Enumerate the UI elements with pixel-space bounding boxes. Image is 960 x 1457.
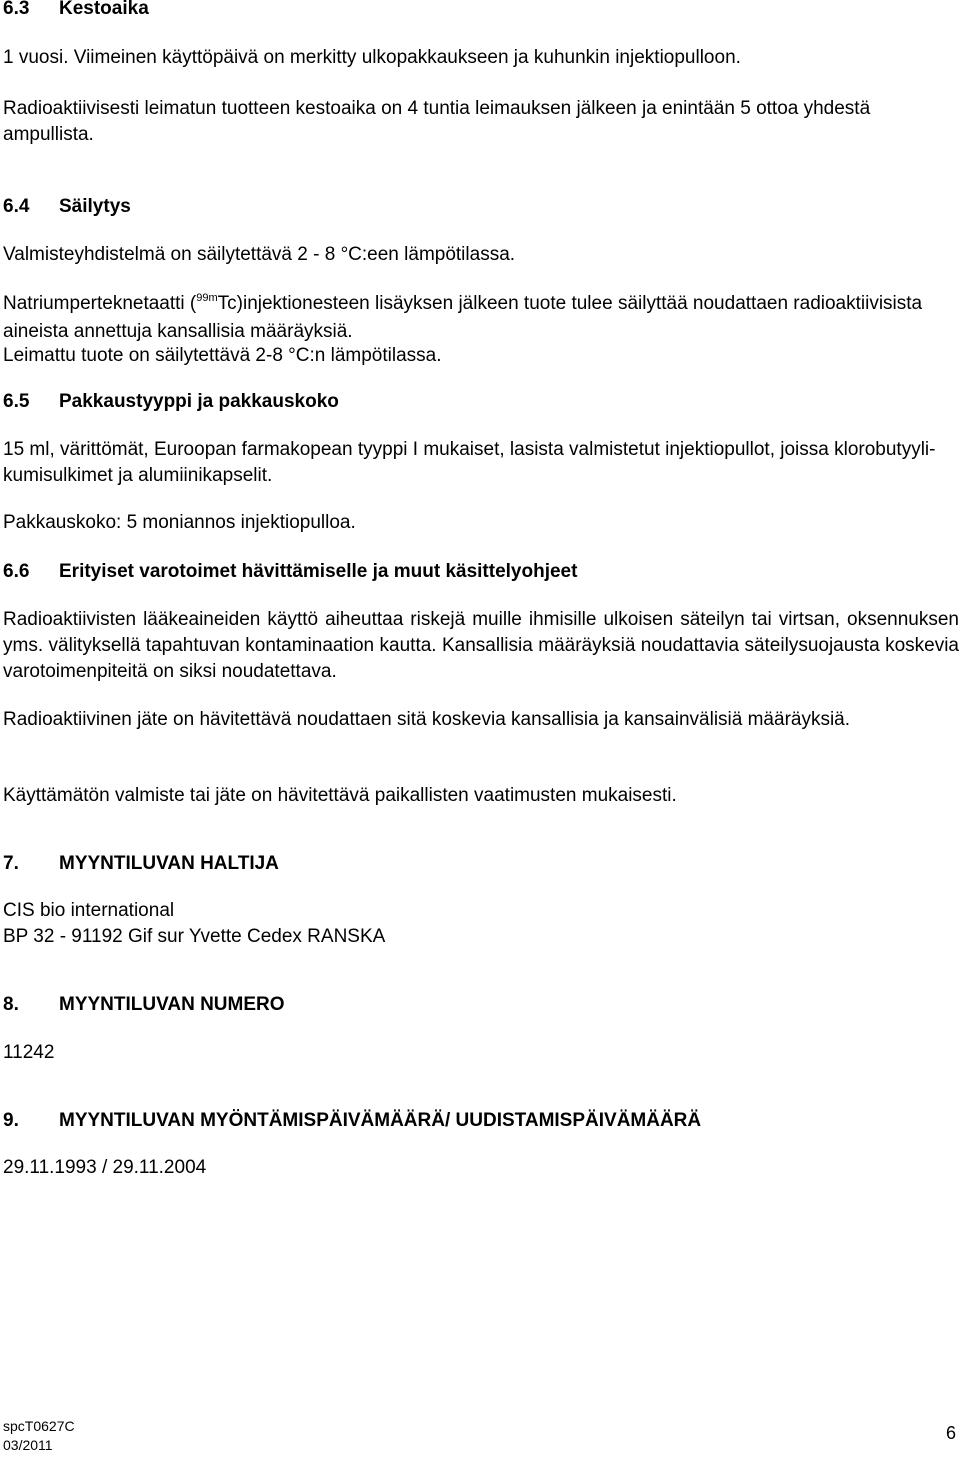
section-6-3-paragraph-2: Radioaktiivisesti leimatun tuotteen kestoaika on 4 tuntia leimauksen jälkeen ja enintään 5 ottoa yhdestä ampullista. <box>3 98 871 145</box>
section-number: 6.5 <box>3 391 30 412</box>
text-run: Natriumperteknetaatti ( <box>3 293 197 314</box>
section-title: Pakkaustyyppi ja pakkauskoko <box>59 391 339 412</box>
section-7-heading <box>3 851 959 877</box>
authorisation-number: 11242 <box>3 1042 55 1063</box>
section-6-6-heading <box>3 559 959 585</box>
section-title: Kestoaika <box>59 0 149 19</box>
page-number: 6 <box>945 1423 956 1443</box>
section-number: 6.4 <box>3 196 30 217</box>
section-8-heading <box>3 992 959 1018</box>
section-number: 7. <box>3 853 19 874</box>
authorisation-dates: 29.11.1993 / 29.11.2004 <box>3 1157 207 1178</box>
section-6-6-paragraph-1: Radioaktiivisten lääkeaineiden käyttö aiheuttaa riskejä muille ihmisille ulkoisen säteilyn tai virtsan, oksennuksen yms. välityksellä tapahtuvan kontaminaation kautta. Kansallisia määräyksiä noudattavia säteilysuojausta koskevia varotoimenpiteitä on siksi noudatettava. <box>3 609 959 682</box>
section-6-4-paragraph-2 <box>3 291 933 345</box>
section-9-heading <box>3 1108 959 1134</box>
section-6-4-heading <box>3 194 959 220</box>
section-title: Erityiset varotoimet hävittämiselle ja muut käsittelyohjeet <box>59 561 578 582</box>
section-number: 8. <box>3 994 19 1015</box>
section-6-3-heading <box>3 0 959 22</box>
section-title: MYYNTILUVAN NUMERO <box>59 994 285 1015</box>
footer-date: 03/2011 <box>3 1437 53 1453</box>
footer-document-info <box>3 1417 75 1455</box>
section-6-4-paragraph-1: Valmisteyhdistelmä on säilytettävä 2 - 8 °C:een lämpötilassa. <box>3 244 516 265</box>
section-6-6-paragraph-2: Radioaktiivinen jäte on hävitettävä noudattaen sitä koskevia kansallisia ja kansainvälisiä määräyksiä. <box>3 709 851 730</box>
section-title: MYYNTILUVAN MYÖNTÄMISPÄIVÄMÄÄRÄ/ UUDISTAMISPÄIVÄMÄÄRÄ <box>59 1110 702 1131</box>
holder-name: CIS bio international <box>3 900 175 921</box>
footer-code: spcT0627C <box>3 1418 75 1434</box>
section-6-3-paragraph-1: 1 vuosi. Viimeinen käyttöpäivä on merkitty ulkopakkaukseen ja kuhunkin injektiopulloon. <box>3 47 741 68</box>
holder-street: BP 32 - 91192 Gif sur Yvette Cedex RANSKA <box>3 926 386 947</box>
section-6-4-paragraph-3: Leimattu tuote on säilytettävä 2-8 °C:n lämpötilassa. <box>3 345 442 366</box>
section-6-5-paragraph-1: 15 ml, värittömät, Euroopan farmakopean tyyppi I mukaiset, lasista valmistetut injektiopullot, joissa klorobutyyli-kumisulkimet ja alumiinikapselit. <box>3 439 936 486</box>
section-6-5-paragraph-2: Pakkauskoko: 5 moniannos injektiopulloa. <box>3 512 356 533</box>
holder-address <box>3 898 959 950</box>
section-6-5-heading <box>3 389 959 415</box>
section-number: 9. <box>3 1110 19 1131</box>
section-6-6-paragraph-3: Käyttämätön valmiste tai jäte on hävitettävä paikallisten vaatimusten mukaisesti. <box>3 785 677 806</box>
section-title: Säilytys <box>59 196 131 217</box>
section-title: MYYNTILUVAN HALTIJA <box>59 853 279 874</box>
section-number: 6.6 <box>3 561 30 582</box>
isotope-superscript: 99m <box>196 292 218 304</box>
section-number: 6.3 <box>3 0 30 19</box>
text-run: Tc)injektionesteen lisäyksen jälkeen tuote tulee säilyttää noudattaen radioaktiivisista aineista annettuja kansallisia määräyksiä. <box>3 293 923 342</box>
